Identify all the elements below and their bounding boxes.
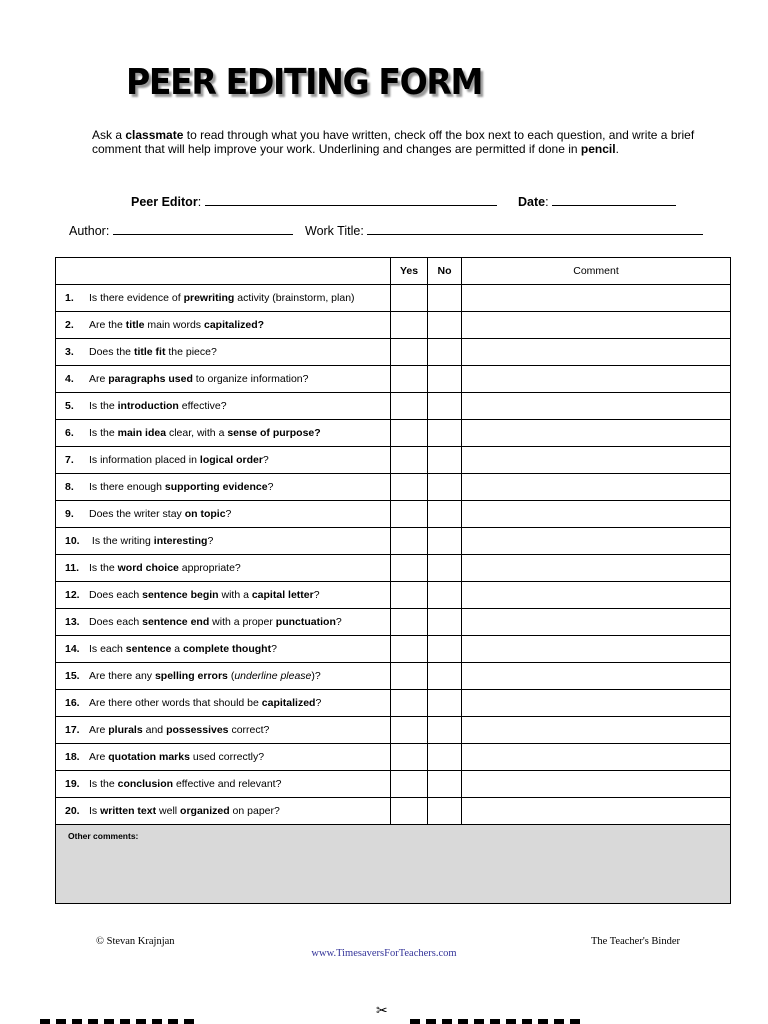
comment-cell[interactable] — [462, 339, 731, 366]
question-text: on paper? — [229, 805, 280, 817]
yes-checkbox[interactable] — [391, 690, 428, 717]
question-row — [56, 771, 731, 798]
peer-editor-label: Peer Editor — [131, 195, 198, 209]
yes-checkbox[interactable] — [391, 744, 428, 771]
instructions-segment: pencil — [580, 142, 616, 156]
yes-checkbox[interactable] — [391, 798, 428, 825]
scissors-icon: ✂ — [376, 1002, 388, 1018]
question-text: Does the writer stay — [89, 508, 185, 520]
copyright: © Stevan Krajnjan — [96, 936, 175, 947]
work-title-input[interactable] — [367, 222, 703, 235]
question-text: possessives — [166, 724, 229, 736]
question-number: 6. — [65, 427, 74, 439]
question-number: 5. — [65, 400, 74, 412]
question-text: ? — [225, 508, 232, 520]
comment-cell[interactable] — [462, 690, 731, 717]
question-text: capitalized? — [203, 319, 265, 331]
question-text: ? — [207, 535, 214, 547]
question-text: sense of purpose? — [227, 427, 321, 439]
question-text: a — [171, 643, 183, 655]
no-checkbox[interactable] — [428, 717, 462, 744]
question-text: word choice — [117, 562, 179, 574]
question-text: logical order — [199, 454, 263, 466]
question-cell — [56, 339, 391, 366]
question-text: ? — [313, 589, 320, 601]
instructions — [92, 128, 712, 156]
question-cell — [56, 285, 391, 312]
question-text: appropriate? — [178, 562, 241, 574]
question-text: Is there evidence of — [89, 292, 184, 304]
question-text: supporting evidence — [164, 481, 268, 493]
question-row — [56, 609, 731, 636]
question-cell — [56, 636, 391, 663]
other-comments-row — [56, 825, 731, 904]
yes-checkbox[interactable] — [391, 636, 428, 663]
author-label: Author: — [69, 224, 110, 238]
question-cell — [56, 420, 391, 447]
question-text: Are there other words that should be — [89, 697, 262, 709]
question-row — [56, 663, 731, 690]
question-number: 4. — [65, 373, 74, 385]
yes-checkbox[interactable] — [391, 771, 428, 798]
question-cell — [56, 798, 391, 825]
question-text: effective? — [178, 400, 227, 412]
question-number: 9. — [65, 508, 74, 520]
question-text: plurals — [108, 724, 143, 736]
yes-header: Yes — [391, 258, 428, 285]
yes-checkbox[interactable] — [391, 474, 428, 501]
no-header: No — [428, 258, 462, 285]
question-text: and — [142, 724, 167, 736]
page-title: PEER EDITING FORM — [126, 62, 483, 103]
instructions-segment: to read through what you have written, check off the box next to each question, and write a brief comment that will help improve your work. Underlining and changes are permitted if done in — [92, 128, 695, 156]
comment-cell[interactable] — [462, 663, 731, 690]
question-text: ? — [315, 697, 322, 709]
question-cell — [56, 312, 391, 339]
question-text: Does each — [89, 616, 143, 628]
question-number: 17. — [65, 724, 80, 736]
question-text: Is the — [89, 427, 118, 439]
question-text: underline please — [234, 670, 312, 682]
question-text: punctuation — [275, 616, 336, 628]
no-checkbox[interactable] — [428, 609, 462, 636]
cut-line-right — [410, 1019, 580, 1024]
question-number: 12. — [65, 589, 80, 601]
author-input[interactable] — [113, 222, 293, 235]
question-text: Does the — [89, 346, 134, 358]
question-text: ( — [227, 670, 235, 682]
yes-checkbox[interactable] — [391, 717, 428, 744]
no-checkbox[interactable] — [428, 285, 462, 312]
question-text: written text — [100, 805, 157, 817]
question-row — [56, 555, 731, 582]
question-text: the piece? — [165, 346, 217, 358]
question-number: 18. — [65, 751, 80, 763]
question-number: 19. — [65, 778, 80, 790]
question-text: conclusion — [117, 778, 174, 790]
question-text: with a proper — [209, 616, 276, 628]
question-text: Are — [89, 751, 109, 763]
work-title-label: Work Title: — [305, 224, 364, 238]
comment-cell[interactable] — [462, 609, 731, 636]
question-text: ? — [335, 616, 342, 628]
question-number: 8. — [65, 481, 74, 493]
yes-checkbox[interactable] — [391, 555, 428, 582]
no-checkbox[interactable] — [428, 312, 462, 339]
comment-cell[interactable] — [462, 501, 731, 528]
question-text: Is the — [89, 562, 118, 574]
peer-editing-table — [55, 257, 731, 904]
question-cell — [56, 717, 391, 744]
question-text: quotation marks — [108, 751, 190, 763]
yes-checkbox[interactable] — [391, 366, 428, 393]
no-checkbox[interactable] — [428, 420, 462, 447]
comment-cell[interactable] — [462, 528, 731, 555]
question-row — [56, 798, 731, 825]
question-text: complete thought — [183, 643, 272, 655]
no-checkbox[interactable] — [428, 393, 462, 420]
binder-credit: The Teacher's Binder — [590, 936, 680, 947]
question-text: activity (brainstorm, plan) — [234, 292, 355, 304]
question-text: paragraphs used — [108, 373, 193, 385]
yes-checkbox[interactable] — [391, 420, 428, 447]
question-cell — [56, 447, 391, 474]
question-text: Are the — [89, 319, 126, 331]
comment-cell[interactable] — [462, 771, 731, 798]
question-row — [56, 744, 731, 771]
question-text: capitalized — [261, 697, 316, 709]
no-checkbox[interactable] — [428, 636, 462, 663]
question-text: prewriting — [183, 292, 235, 304]
comment-cell[interactable] — [462, 366, 731, 393]
other-comments-label: Other comments: — [68, 831, 139, 841]
question-text: title — [125, 319, 145, 331]
no-checkbox[interactable] — [428, 582, 462, 609]
question-cell — [56, 663, 391, 690]
question-text: ? — [271, 643, 277, 655]
peer-editor-field: Peer Editor: — [131, 193, 497, 209]
question-row — [56, 312, 731, 339]
question-cell — [56, 474, 391, 501]
question-row — [56, 420, 731, 447]
question-text: Is — [89, 805, 101, 817]
comment-cell[interactable] — [462, 393, 731, 420]
question-row — [56, 474, 731, 501]
yes-checkbox[interactable] — [391, 393, 428, 420]
question-number: 16. — [65, 697, 80, 709]
comment-cell[interactable] — [462, 798, 731, 825]
question-text: correct? — [228, 724, 270, 736]
question-row — [56, 717, 731, 744]
no-checkbox[interactable] — [428, 339, 462, 366]
question-text: Is there enough — [89, 481, 165, 493]
comment-cell[interactable] — [462, 312, 731, 339]
question-cell — [56, 366, 391, 393]
question-row — [56, 366, 731, 393]
question-text: spelling errors — [154, 670, 228, 682]
no-checkbox[interactable] — [428, 501, 462, 528]
question-text: Are — [89, 373, 109, 385]
question-text: interesting — [153, 535, 208, 547]
question-row — [56, 285, 731, 312]
question-text: Is the writing — [89, 535, 154, 547]
yes-checkbox[interactable] — [391, 528, 428, 555]
comment-cell[interactable] — [462, 285, 731, 312]
no-checkbox[interactable] — [428, 555, 462, 582]
work-title-field — [305, 222, 703, 238]
no-checkbox[interactable] — [428, 447, 462, 474]
question-cell — [56, 771, 391, 798]
comment-cell[interactable] — [462, 636, 731, 663]
no-checkbox[interactable] — [428, 798, 462, 825]
website-link[interactable]: www.TimesaversForTeachers.com — [311, 948, 457, 959]
comment-cell[interactable] — [462, 717, 731, 744]
yes-checkbox[interactable] — [391, 447, 428, 474]
comment-header: Comment — [462, 258, 731, 285]
yes-checkbox[interactable] — [391, 339, 428, 366]
question-row — [56, 393, 731, 420]
comment-cell[interactable] — [462, 744, 731, 771]
question-cell — [56, 690, 391, 717]
comment-cell[interactable] — [462, 420, 731, 447]
question-number: 15. — [65, 670, 80, 682]
question-cell — [56, 744, 391, 771]
yes-checkbox[interactable] — [391, 663, 428, 690]
instructions-segment: classmate — [125, 128, 184, 142]
question-text: sentence begin — [142, 589, 219, 601]
question-text: sentence — [125, 643, 172, 655]
question-text: )? — [311, 670, 321, 682]
peer-editor-input[interactable] — [205, 193, 497, 206]
question-text: main idea — [117, 427, 167, 439]
question-cell — [56, 501, 391, 528]
question-cell — [56, 609, 391, 636]
question-header — [56, 258, 391, 285]
question-row — [56, 690, 731, 717]
question-text: to organize information? — [192, 373, 309, 385]
question-row — [56, 582, 731, 609]
question-text: Does each — [89, 589, 143, 601]
question-text: Are there any — [89, 670, 155, 682]
question-text: sentence end — [142, 616, 210, 628]
no-checkbox[interactable] — [428, 474, 462, 501]
question-number: 10. — [65, 535, 80, 547]
question-text: Is the — [89, 400, 118, 412]
other-comments-box[interactable] — [56, 825, 731, 904]
question-number: 1. — [65, 292, 74, 304]
no-checkbox[interactable] — [428, 744, 462, 771]
cut-line-left — [40, 1019, 195, 1024]
question-cell — [56, 528, 391, 555]
question-row — [56, 339, 731, 366]
question-text: capital letter — [251, 589, 314, 601]
question-text: effective and relevant? — [173, 778, 282, 790]
question-text: title fit — [133, 346, 166, 358]
question-number: 14. — [65, 643, 80, 655]
question-number: 2. — [65, 319, 74, 331]
no-checkbox[interactable] — [428, 366, 462, 393]
question-row — [56, 447, 731, 474]
no-checkbox[interactable] — [428, 528, 462, 555]
question-text: with a — [218, 589, 252, 601]
yes-checkbox[interactable] — [391, 285, 428, 312]
date-label: Date — [518, 195, 546, 209]
question-number: 3. — [65, 346, 74, 358]
question-text: Is the — [89, 778, 118, 790]
comment-cell[interactable] — [462, 447, 731, 474]
no-checkbox[interactable] — [428, 771, 462, 798]
question-text: used correctly? — [189, 751, 265, 763]
question-cell — [56, 393, 391, 420]
question-text: well — [156, 805, 181, 817]
question-text: organized — [180, 805, 230, 817]
question-text: Is information placed in — [89, 454, 200, 466]
question-number: 20. — [65, 805, 80, 817]
comment-cell[interactable] — [462, 582, 731, 609]
question-number: 13. — [65, 616, 80, 628]
question-text: on topic — [184, 508, 226, 520]
comment-cell[interactable] — [462, 555, 731, 582]
yes-checkbox[interactable] — [391, 312, 428, 339]
question-cell — [56, 555, 391, 582]
question-number: 7. — [65, 454, 74, 466]
comment-cell[interactable] — [462, 474, 731, 501]
instructions-segment: . — [615, 142, 619, 156]
question-text: Are — [89, 724, 109, 736]
question-text: ? — [262, 454, 269, 466]
question-row — [56, 636, 731, 663]
question-row — [56, 501, 731, 528]
question-text: Is each — [89, 643, 126, 655]
instructions-segment: Ask a — [92, 128, 126, 142]
date-input[interactable] — [552, 193, 676, 206]
question-text: main words — [144, 319, 204, 331]
date-field: Date: — [518, 193, 676, 209]
no-checkbox[interactable] — [428, 690, 462, 717]
yes-checkbox[interactable] — [391, 501, 428, 528]
yes-checkbox[interactable] — [391, 609, 428, 636]
question-text: clear, with a — [166, 427, 228, 439]
question-cell — [56, 582, 391, 609]
question-text: introduction — [117, 400, 179, 412]
yes-checkbox[interactable] — [391, 582, 428, 609]
question-row — [56, 528, 731, 555]
question-text: ? — [267, 481, 274, 493]
question-number: 11. — [65, 562, 80, 574]
table-header-row — [56, 258, 731, 285]
no-checkbox[interactable] — [428, 663, 462, 690]
author-field — [69, 222, 293, 238]
